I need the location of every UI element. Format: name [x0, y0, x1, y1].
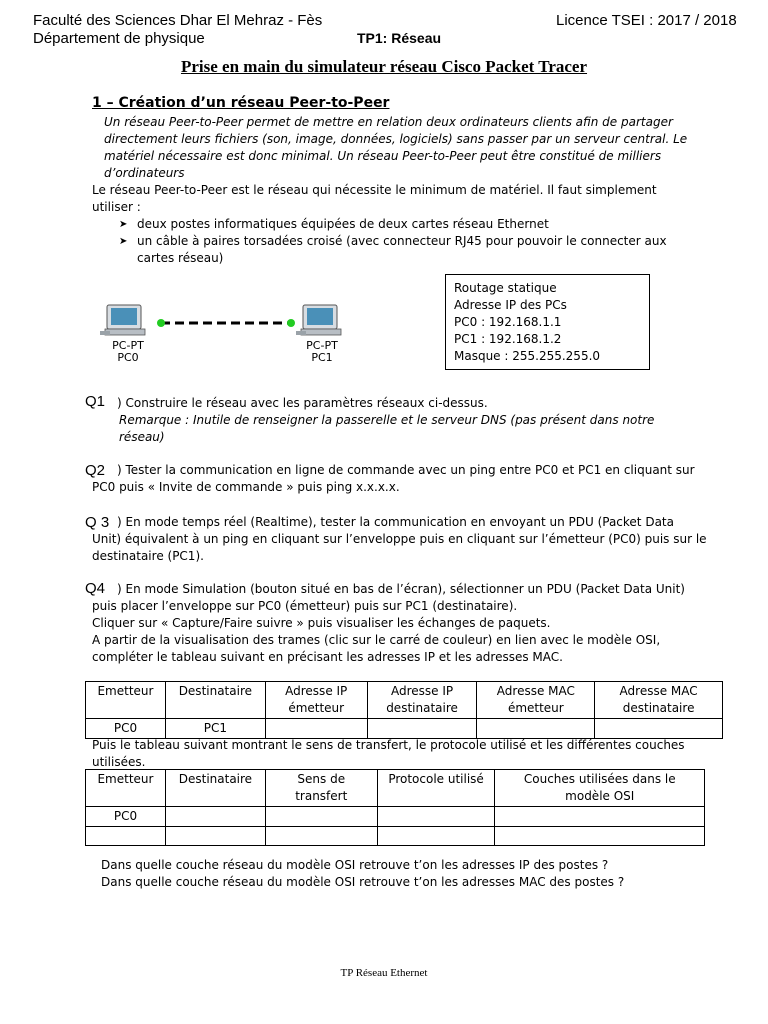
- pc1-monitor-screen: [307, 308, 333, 325]
- intro-line: d’ordinateurs: [104, 166, 185, 180]
- q2-label: Q2: [85, 462, 106, 479]
- q4-line-5: compléter le tableau suivant en précisant les adresses IP et les adresses MAC.: [92, 650, 563, 664]
- bullet-text: cartes réseau): [137, 251, 224, 265]
- final-question: Dans quelle couche réseau du modèle OSI retrouve t’on les adresses IP des postes ?: [101, 858, 609, 872]
- table-cell[interactable]: [495, 807, 705, 827]
- table-cell[interactable]: [265, 719, 367, 739]
- table-cell[interactable]: [477, 719, 595, 739]
- q3-line-1: ) En mode temps réel (Realtime), tester la communication en envoyant un PDU (Packet Data: [117, 515, 674, 529]
- q1-label: Q1: [85, 393, 106, 410]
- remark-line: réseau): [119, 430, 165, 444]
- q1-text: ) Construire le réseau avec les paramètres réseaux ci-dessus.: [117, 396, 488, 410]
- arrow-bullet-icon: ➤: [119, 219, 128, 230]
- table-cell[interactable]: [265, 827, 377, 846]
- tp-title: TP1: Réseau: [357, 30, 442, 46]
- pc1-type: PC-PT: [306, 339, 338, 352]
- table-cell[interactable]: [165, 827, 265, 846]
- bullet-item: [119, 233, 667, 267]
- info-line: Masque : 255.255.255.0: [454, 349, 601, 363]
- ip-config-box: [445, 274, 650, 370]
- pc0-monitor-screen: [111, 308, 137, 325]
- table-header-cell: Adresse IP destinataire: [367, 682, 477, 719]
- bullet-item: [119, 216, 667, 233]
- final-question: Dans quelle couche réseau du modèle OSI retrouve t’on les adresses MAC des postes ?: [101, 875, 625, 889]
- q4-label: Q4: [85, 580, 106, 597]
- table-cell[interactable]: [495, 827, 705, 846]
- q2-line-2: PC0 puis « Invite de commande » puis ping x.x.x.x.: [92, 480, 400, 494]
- table-header-cell: Sens de transfert: [265, 770, 377, 807]
- bullet-list: [119, 216, 667, 267]
- table-row: [86, 807, 705, 827]
- body-paragraph: [92, 182, 657, 216]
- table-header-cell: Destinataire: [165, 682, 265, 719]
- table-cell[interactable]: PC0: [86, 719, 166, 739]
- table-header-cell: Adresse MAC émetteur: [477, 682, 595, 719]
- table-header-row: [86, 770, 705, 807]
- table-header-cell: Protocole utilisé: [377, 770, 495, 807]
- table-header-cell: Adresse IP émetteur: [265, 682, 367, 719]
- table-cell[interactable]: [265, 807, 377, 827]
- info-line: PC1 : 192.168.1.2: [454, 332, 562, 346]
- table-row: [86, 827, 705, 846]
- table-header-row: [86, 682, 723, 719]
- pc0-name: PC0: [117, 351, 139, 364]
- table-cell[interactable]: [86, 827, 166, 846]
- licence-year: Licence TSEI : 2017 / 2018: [556, 12, 737, 29]
- address-table: [85, 681, 723, 739]
- intro-line: utilisées.: [92, 755, 146, 769]
- info-line: Routage statique: [454, 281, 557, 295]
- q1-remark: [119, 412, 654, 446]
- faculty-name: Faculté des Sciences Dhar El Mehraz - Fès: [33, 12, 323, 29]
- remark-line: Remarque : Inutile de renseigner la passerelle et le serveur DNS (pas présent dans notre: [119, 413, 655, 427]
- table-header-cell: Adresse MAC destinataire: [595, 682, 723, 719]
- table-header-cell: Emetteur: [86, 770, 166, 807]
- bullet-text: un câble à paires torsadées croisé (avec connecteur RJ45 pour pouvoir le connecter aux: [137, 234, 667, 248]
- pc1-port-indicator: [287, 319, 295, 327]
- pc0-computer-icon[interactable]: [100, 305, 145, 335]
- body-line: Le réseau Peer-to-Peer est le réseau qui nécessite le minimum de matériel. Il faut simplement: [92, 183, 657, 197]
- q2-line-1: ) Tester la communication en ligne de commande avec un ping entre PC0 et PC1 en cliquant sur: [117, 463, 695, 477]
- arrow-bullet-icon: ➤: [119, 236, 128, 247]
- q4-line-4: A partir de la visualisation des trames (clic sur le carré de couleur) en lien avec le modèle OSI,: [92, 633, 661, 647]
- table-header-cell: Destinataire: [165, 770, 265, 807]
- q3-label: Q 3: [85, 514, 110, 531]
- q3-line-2: Unit) équivalent à un ping en cliquant sur l’enveloppe puis en cliquant sur l’émetteur (PC0) puis sur le: [92, 532, 707, 546]
- table-cell[interactable]: [165, 807, 265, 827]
- intro-line: Puis le tableau suivant montrant le sens de transfert, le protocole utilisé et les différentes couches: [92, 738, 685, 752]
- table-cell[interactable]: [367, 719, 477, 739]
- table2-intro: [92, 737, 685, 771]
- pc0-port-indicator: [157, 319, 165, 327]
- page-footer: TP Réseau Ethernet: [340, 967, 428, 979]
- table-cell[interactable]: PC1: [165, 719, 265, 739]
- pc1-computer-icon[interactable]: [296, 305, 341, 335]
- intro-line: directement leurs fichiers (son, image, données, logiciels) sans passer par un serveur central. Le: [104, 132, 688, 146]
- q4-line-2: puis placer l’enveloppe sur PC0 (émetteur) puis sur PC1 (destinataire).: [92, 599, 518, 613]
- transfer-table: [85, 769, 705, 846]
- table-row: [86, 719, 723, 739]
- table-cell[interactable]: [377, 827, 495, 846]
- final-questions: [101, 857, 624, 891]
- section-heading: 1 – Création d’un réseau Peer-to-Peer: [92, 95, 390, 111]
- table-cell[interactable]: [595, 719, 723, 739]
- body-line: utiliser :: [92, 200, 141, 214]
- table-header-cell: Couches utilisées dans le modèle OSI: [495, 770, 705, 807]
- intro-line: Un réseau Peer-to-Peer permet de mettre en relation deux ordinateurs clients afin de partager: [104, 115, 673, 129]
- pc0-type: PC-PT: [112, 339, 144, 352]
- intro-line: matériel nécessaire est donc minimal. Un réseau Peer-to-Peer peut être constitué de milliers: [104, 149, 662, 163]
- pc0-label: [104, 340, 152, 364]
- page-title: Prise en main du simulateur réseau Cisco Packet Tracer: [180, 57, 588, 76]
- bullet-text: deux postes informatiques équipées de deux cartes réseau Ethernet: [137, 217, 549, 231]
- table-cell[interactable]: [377, 807, 495, 827]
- q4-line-3: Cliquer sur « Capture/Faire suivre » puis visualiser les échanges de paquets.: [92, 616, 551, 630]
- pc1-name: PC1: [311, 351, 333, 364]
- table-header-cell: Emetteur: [86, 682, 166, 719]
- department-name: Département de physique: [33, 30, 205, 47]
- table-cell[interactable]: PC0: [86, 807, 166, 827]
- info-line: PC0 : 192.168.1.1: [454, 315, 562, 329]
- info-line: Adresse IP des PCs: [454, 298, 567, 312]
- q3-line-3: destinataire (PC1).: [92, 549, 204, 563]
- q4-line-1: ) En mode Simulation (bouton situé en bas de l’écran), sélectionner un PDU (Packet Data Unit): [117, 582, 685, 596]
- intro-paragraph: [104, 114, 687, 182]
- pc1-label: [298, 340, 346, 364]
